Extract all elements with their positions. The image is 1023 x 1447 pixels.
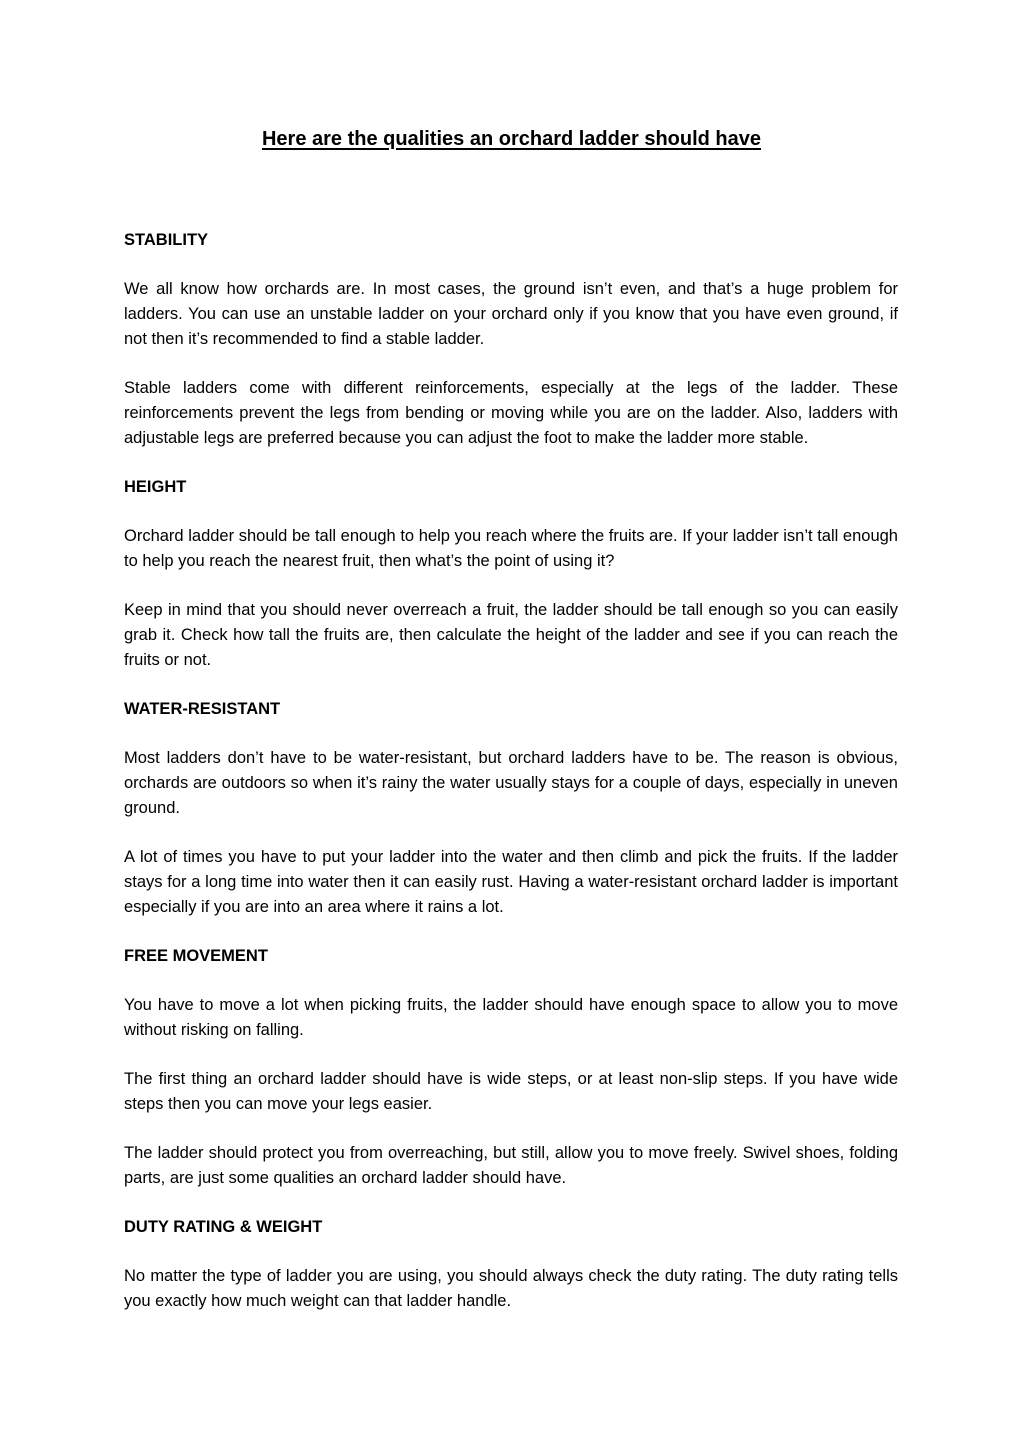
section-heading: DUTY RATING & WEIGHT (124, 1218, 323, 1236)
section-heading: WATER-RESISTANT (124, 700, 281, 718)
section-water-resistant (124, 697, 898, 920)
section-height (124, 475, 898, 673)
section-duty-rating-weight (124, 1215, 898, 1314)
paragraph: A lot of times you have to put your ladder into the water and then climb and pick the fruits. If the ladder stays for a long time into water then it can easily rust. Having a water-resistant orchard ladder is important especially if you are into an area where it rains a lot. (124, 848, 898, 916)
paragraph: Orchard ladder should be tall enough to help you reach where the fruits are. If your ladder isn’t tall enough to help you reach the nearest fruit, then what’s the point of using it? (124, 527, 898, 570)
paragraph: You have to move a lot when picking fruits, the ladder should have enough space to allow you to move without risking on falling. (124, 996, 898, 1039)
paragraph: No matter the type of ladder you are using, you should always check the duty rating. The duty rating tells you exactly how much weight can that ladder handle. (124, 1267, 898, 1310)
paragraph: The ladder should protect you from overreaching, but still, allow you to move freely. Swivel shoes, folding parts, are just some qualities an orchard ladder should have. (124, 1144, 898, 1187)
section-heading: FREE MOVEMENT (124, 947, 268, 965)
paragraph: The first thing an orchard ladder should have is wide steps, or at least non-slip steps. If you have wide steps then you can move your legs easier. (124, 1070, 898, 1113)
section-free-movement (124, 944, 898, 1191)
section-heading: STABILITY (124, 231, 209, 249)
page-title: Here are the qualities an orchard ladder should have (261, 128, 762, 150)
section-stability (124, 228, 898, 451)
paragraph: Stable ladders come with different reinforcements, especially at the legs of the ladder. These reinforcements prevent the legs from bending or moving while you are on the ladder. Also, ladders with adjustable legs are preferred because you can adjust the foot to make the ladder more stable. (124, 379, 898, 447)
paragraph: Keep in mind that you should never overreach a fruit, the ladder should be tall enough so you can easily grab it. Check how tall the fruits are, then calculate the height of the ladder and see if you can reach the fruits or not. (124, 601, 898, 669)
section-heading: HEIGHT (124, 478, 187, 496)
document-body (124, 228, 898, 1338)
paragraph: Most ladders don’t have to be water-resistant, but orchard ladders have to be. The reason is obvious, orchards are outdoors so when it’s rainy the water usually stays for a couple of days, especially in uneven ground. (124, 749, 898, 817)
paragraph: We all know how orchards are. In most cases, the ground isn’t even, and that’s a huge problem for ladders. You can use an unstable ladder on your orchard only if you know that you have even ground, if not then it’s recommended to find a stable ladder. (124, 280, 898, 348)
